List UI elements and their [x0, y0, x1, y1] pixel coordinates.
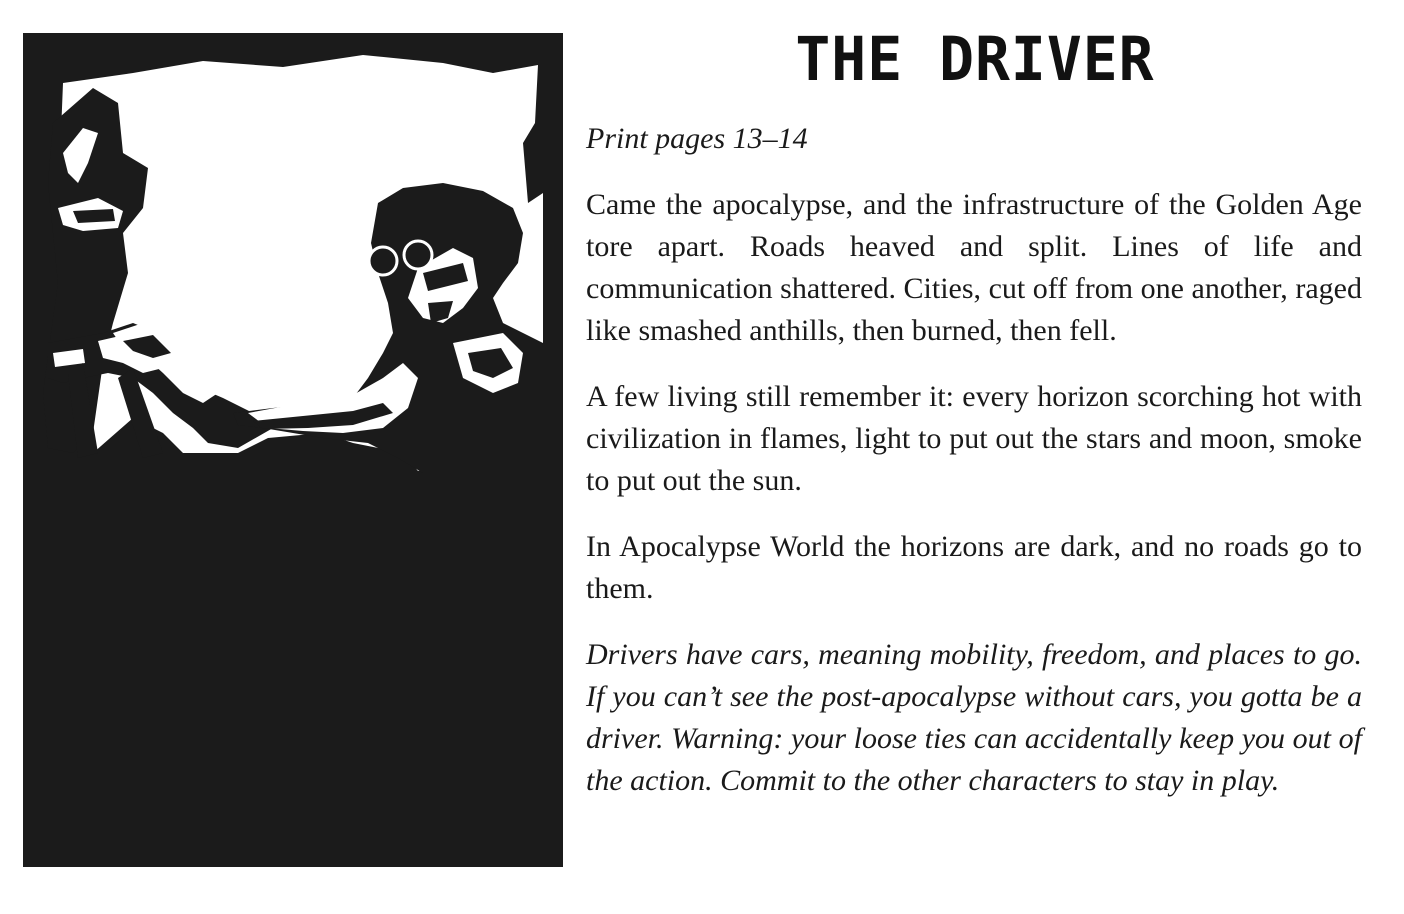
- driver-illustration: [23, 33, 563, 867]
- body-text: [586, 118, 1362, 802]
- print-pages-note: Print pages 13–14: [586, 122, 808, 155]
- driver-illustration-icon: [23, 33, 563, 867]
- paragraph-2: A few living still remember it: every horizon scorching hot with civilization in flames, light to put out the stars and moon, smoke to put out the sun.: [586, 380, 1362, 497]
- paragraph-1: Came the apocalypse, and the infrastructure of the Golden Age tore apart. Roads heaved and split. Lines of life and communication shattered. Cities, cut off from one another, raged like smashed anthills, then burned, then fell.: [586, 188, 1362, 347]
- paragraph-3: In Apocalypse World the horizons are dark, and no roads go to them.: [586, 530, 1362, 605]
- closing-italic-paragraph: Drivers have cars, meaning mobility, freedom, and places to go. If you can’t see the post-apocalypse without cars, you gotta be a driver. Warning: your loose ties can accidentally keep you out of the action. Commit to the other characters to stay in play.: [586, 638, 1362, 797]
- page-title: THE DRIVER: [795, 23, 1155, 95]
